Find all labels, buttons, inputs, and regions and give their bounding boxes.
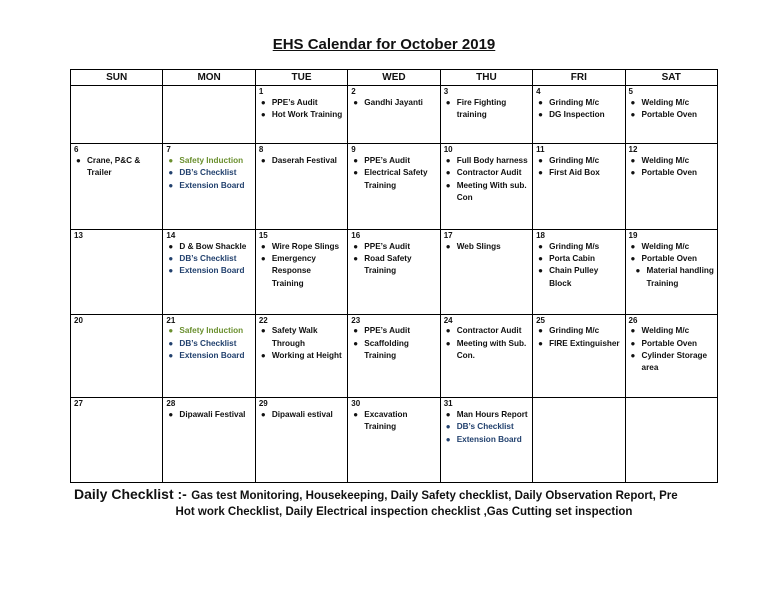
event-item xyxy=(353,409,436,434)
bullet-icon: ● xyxy=(630,338,636,348)
day-number: 25 xyxy=(536,315,546,325)
event-item xyxy=(538,97,621,109)
event-item xyxy=(261,253,344,290)
event-text: Grinding M/c xyxy=(549,156,600,166)
event-text: Porta Cabin xyxy=(549,253,596,263)
event-text: Working at Height xyxy=(271,350,342,360)
day-cell xyxy=(348,230,440,315)
bullet-icon: ● xyxy=(260,109,266,119)
event-text: Portable Oven xyxy=(641,253,698,263)
event-list xyxy=(444,97,529,122)
bullet-icon: ● xyxy=(168,409,174,419)
event-item xyxy=(446,241,529,253)
event-text: Excavation Training xyxy=(364,409,408,432)
event-item xyxy=(353,325,436,337)
bullet-icon: ● xyxy=(538,266,543,276)
event-text: Welding M/c xyxy=(641,97,690,107)
weekday-header: SAT xyxy=(625,70,717,86)
event-text: Road Safety Training xyxy=(364,253,412,276)
event-list xyxy=(351,155,436,192)
event-text: PPE’s Audit xyxy=(271,97,318,107)
event-text: Meeting with Sub. Con. xyxy=(456,338,527,360)
day-number: 19 xyxy=(628,231,638,241)
calendar-table xyxy=(70,69,718,483)
bullet-icon: ● xyxy=(260,326,266,336)
event-item xyxy=(446,180,529,205)
bullet-icon: ● xyxy=(445,338,451,348)
event-item xyxy=(168,325,251,337)
event-text: DB’s Checklist xyxy=(179,253,237,263)
event-text: Portable Oven xyxy=(641,168,698,178)
event-item xyxy=(261,97,344,109)
event-text: Hot Work Training xyxy=(271,109,343,119)
week-row xyxy=(71,144,718,230)
day-cell xyxy=(255,86,347,144)
bullet-icon: ● xyxy=(630,109,636,119)
event-text: Crane, P&C & Trailer xyxy=(87,156,141,178)
week-row xyxy=(71,86,718,144)
event-list xyxy=(259,155,344,167)
bullet-icon: ● xyxy=(353,409,359,419)
event-text: PPE’s Audit xyxy=(364,156,411,166)
event-text: Safety Induction xyxy=(179,156,244,166)
event-list xyxy=(629,241,714,290)
event-text: DG Inspection xyxy=(549,109,605,119)
day-number: 17 xyxy=(443,231,453,241)
event-list xyxy=(536,97,621,122)
event-item xyxy=(631,350,714,375)
weekday-header: MON xyxy=(163,70,255,86)
event-text: Grinding M/c xyxy=(549,97,600,107)
day-number: 14 xyxy=(166,231,176,241)
day-number: 9 xyxy=(351,145,356,155)
event-item xyxy=(538,265,621,290)
event-item xyxy=(631,338,714,350)
bullet-icon: ● xyxy=(353,97,359,107)
week-row xyxy=(71,230,718,315)
event-item xyxy=(168,167,251,179)
bullet-icon: ● xyxy=(445,168,451,178)
bullet-icon: ● xyxy=(76,156,81,166)
bullet-icon: ● xyxy=(353,156,359,166)
bullet-icon: ● xyxy=(635,266,641,276)
bullet-icon: ● xyxy=(168,253,174,263)
bullet-icon: ● xyxy=(168,350,174,360)
event-list xyxy=(259,325,344,362)
bullet-icon: ● xyxy=(630,168,636,178)
day-cell xyxy=(440,314,532,398)
event-item xyxy=(538,109,621,121)
bullet-icon: ● xyxy=(445,180,451,190)
event-list xyxy=(536,325,621,350)
event-text: Gandhi Jayanti xyxy=(364,97,423,107)
event-text: Extension Board xyxy=(456,434,522,444)
event-item xyxy=(261,350,344,362)
event-item xyxy=(446,338,529,363)
event-text: Welding M/c xyxy=(641,326,690,336)
day-number: 26 xyxy=(628,315,638,325)
bullet-icon: ● xyxy=(168,266,174,276)
daily-checklist xyxy=(74,486,734,518)
day-number: 20 xyxy=(74,315,83,325)
event-item xyxy=(446,421,529,433)
event-text: FIRE Extinguisher xyxy=(549,338,620,348)
bullet-icon: ● xyxy=(538,109,543,119)
bullet-icon: ● xyxy=(538,338,543,348)
event-text: Electrical Safety Training xyxy=(364,168,428,190)
event-list xyxy=(259,97,344,122)
event-item xyxy=(261,241,344,253)
event-text: Dipawali Festival xyxy=(179,409,246,419)
event-list xyxy=(351,97,436,109)
event-text: Material handling Training xyxy=(646,266,714,288)
event-item xyxy=(261,109,344,121)
day-cell xyxy=(348,144,440,230)
day-number: 21 xyxy=(166,315,176,325)
day-cell xyxy=(71,398,163,483)
bullet-icon: ● xyxy=(630,350,636,360)
event-text: DB’s Checklist xyxy=(456,422,514,432)
event-text: Chain Pulley Block xyxy=(549,266,599,288)
bullet-icon: ● xyxy=(445,156,451,166)
event-item xyxy=(353,253,436,278)
bullet-icon: ● xyxy=(353,338,359,348)
bullet-icon: ● xyxy=(353,253,359,263)
day-number: 31 xyxy=(443,399,453,409)
event-text: Welding M/c xyxy=(641,241,690,251)
event-text: Full Body harness xyxy=(456,156,528,166)
event-item xyxy=(168,265,251,277)
weekday-header-row xyxy=(71,70,718,86)
day-cell xyxy=(163,230,255,315)
day-cell xyxy=(625,144,717,230)
event-item xyxy=(631,325,714,337)
event-item xyxy=(446,155,529,167)
event-text: Cylinder Storage area xyxy=(641,350,708,373)
day-cell xyxy=(348,86,440,144)
day-cell xyxy=(625,314,717,398)
day-cell xyxy=(440,398,532,483)
weekday-header: SUN xyxy=(71,70,163,86)
event-item xyxy=(631,155,714,167)
event-item xyxy=(261,409,344,421)
event-item xyxy=(446,97,529,122)
event-item xyxy=(631,265,714,290)
week-row xyxy=(71,314,718,398)
bullet-icon: ● xyxy=(260,253,266,263)
event-list xyxy=(444,409,529,446)
event-item xyxy=(168,350,251,362)
event-text: Extension Board xyxy=(179,350,245,360)
event-text: Portable Oven xyxy=(641,109,698,119)
bullet-icon: ● xyxy=(168,326,174,336)
event-text: Web Slings xyxy=(456,241,501,251)
day-number: 24 xyxy=(443,315,453,325)
event-text: Scaffolding Training xyxy=(364,338,409,360)
bullet-icon: ● xyxy=(445,97,451,107)
event-item xyxy=(168,180,251,192)
bullet-icon: ● xyxy=(445,241,451,251)
bullet-icon: ● xyxy=(260,156,266,166)
day-number: 27 xyxy=(74,399,83,409)
event-list xyxy=(259,241,344,290)
day-number: 23 xyxy=(351,315,361,325)
event-list xyxy=(536,241,621,290)
day-cell xyxy=(255,230,347,315)
day-cell xyxy=(348,314,440,398)
bullet-icon: ● xyxy=(260,350,266,360)
day-cell xyxy=(533,144,625,230)
day-number: 1 xyxy=(258,87,264,96)
day-number: 18 xyxy=(536,231,546,241)
event-list xyxy=(166,241,251,278)
event-item xyxy=(538,241,621,253)
event-text: DB’s Checklist xyxy=(179,168,237,178)
event-item xyxy=(446,409,529,421)
day-number: 28 xyxy=(166,399,176,409)
event-text: PPE’s Audit xyxy=(364,241,411,251)
day-cell xyxy=(533,314,625,398)
event-item xyxy=(168,155,251,167)
event-text: Safety Walk Through xyxy=(271,326,318,348)
event-text: PPE’s Audit xyxy=(364,326,411,336)
day-cell xyxy=(533,86,625,144)
event-item xyxy=(631,241,714,253)
calendar-body xyxy=(71,86,718,483)
event-item xyxy=(168,253,251,265)
bullet-icon: ● xyxy=(260,241,266,251)
event-text: Grinding M/s xyxy=(549,241,600,251)
event-text: Extension Board xyxy=(179,180,245,190)
event-item xyxy=(446,434,529,446)
event-item xyxy=(446,167,529,179)
bullet-icon: ● xyxy=(538,168,543,178)
weekday-header: THU xyxy=(440,70,532,86)
bullet-icon: ● xyxy=(353,168,359,178)
event-list xyxy=(444,325,529,362)
day-cell xyxy=(163,314,255,398)
event-text: Daserah Festival xyxy=(271,156,337,166)
bullet-icon: ● xyxy=(168,156,174,166)
week-row xyxy=(71,398,718,483)
event-item xyxy=(168,241,251,253)
event-list xyxy=(351,409,436,434)
bullet-icon: ● xyxy=(353,241,359,251)
event-item xyxy=(631,109,714,121)
event-item xyxy=(353,241,436,253)
event-item xyxy=(446,325,529,337)
bullet-icon: ● xyxy=(168,338,174,348)
event-list xyxy=(74,155,159,180)
day-cell xyxy=(71,144,163,230)
bullet-icon: ● xyxy=(630,326,636,336)
event-text: Contractor Audit xyxy=(456,326,522,336)
bullet-icon: ● xyxy=(445,326,451,336)
daily-checklist-text-line1: Gas test Monitoring, Housekeeping, Daily Safety checklist, Daily Observation Report, Pre xyxy=(191,490,678,502)
event-item xyxy=(353,338,436,363)
day-number: 13 xyxy=(74,231,83,241)
daily-checklist-text-line2: Hot work Checklist, Daily Electrical inspection checklist ,Gas Cutting set inspection xyxy=(175,506,633,518)
day-number: 29 xyxy=(258,399,268,409)
event-text: Man Hours Report xyxy=(456,409,528,419)
day-cell xyxy=(163,86,255,144)
bullet-icon: ● xyxy=(445,422,451,432)
event-item xyxy=(76,155,159,180)
day-cell xyxy=(440,230,532,315)
day-number: 5 xyxy=(628,87,633,96)
day-cell xyxy=(255,398,347,483)
bullet-icon: ● xyxy=(168,241,174,251)
event-text: Grinding M/c xyxy=(549,326,600,336)
day-cell xyxy=(71,230,163,315)
bullet-icon: ● xyxy=(353,326,359,336)
event-item xyxy=(631,253,714,265)
event-list xyxy=(629,325,714,374)
bullet-icon: ● xyxy=(168,180,174,190)
event-list xyxy=(259,409,344,421)
event-list xyxy=(536,155,621,180)
day-cell xyxy=(71,86,163,144)
event-list xyxy=(629,97,714,122)
day-number: 22 xyxy=(258,315,268,325)
day-cell xyxy=(625,86,717,144)
bullet-icon: ● xyxy=(630,241,636,251)
bullet-icon: ● xyxy=(260,409,266,419)
event-list xyxy=(166,155,251,192)
event-item xyxy=(538,325,621,337)
event-item xyxy=(261,325,344,350)
event-item xyxy=(353,155,436,167)
day-number: 16 xyxy=(351,231,361,241)
event-text: Safety Induction xyxy=(179,326,244,336)
bullet-icon: ● xyxy=(538,97,543,107)
event-list xyxy=(444,155,529,204)
event-item xyxy=(168,338,251,350)
event-item xyxy=(538,155,621,167)
bullet-icon: ● xyxy=(538,326,543,336)
day-cell xyxy=(255,144,347,230)
day-number: 12 xyxy=(628,145,638,155)
event-item xyxy=(631,167,714,179)
event-text: DB’s Checklist xyxy=(179,338,237,348)
daily-checklist-label: Daily Checklist :- xyxy=(74,486,187,502)
event-text: D & Bow Shackle xyxy=(179,241,247,251)
bullet-icon: ● xyxy=(630,253,636,263)
event-text: Emergency Response Training xyxy=(271,253,316,288)
event-text: Extension Board xyxy=(179,266,245,276)
day-number: 4 xyxy=(536,87,541,96)
event-list xyxy=(166,409,251,421)
event-text: Dipawali estival xyxy=(271,409,333,419)
event-item xyxy=(261,155,344,167)
page-title: EHS Calendar for October 2019 xyxy=(272,36,496,53)
bullet-icon: ● xyxy=(168,168,174,178)
bullet-icon: ● xyxy=(445,434,451,444)
bullet-icon: ● xyxy=(630,156,636,166)
day-number: 6 xyxy=(74,145,79,155)
event-list xyxy=(351,325,436,362)
day-number: 7 xyxy=(166,145,171,155)
day-number: 3 xyxy=(443,87,449,96)
event-text: First Aid Box xyxy=(549,168,600,178)
day-cell xyxy=(533,398,625,483)
weekday-header: TUE xyxy=(255,70,347,86)
event-list xyxy=(351,241,436,278)
day-number: 10 xyxy=(443,145,453,155)
event-item xyxy=(168,409,251,421)
event-text: Portable Oven xyxy=(641,338,698,348)
event-list xyxy=(166,325,251,362)
event-item xyxy=(353,167,436,192)
bullet-icon: ● xyxy=(538,241,543,251)
day-cell xyxy=(625,398,717,483)
bullet-icon: ● xyxy=(538,253,543,263)
day-cell xyxy=(533,230,625,315)
day-cell xyxy=(348,398,440,483)
day-number: 30 xyxy=(351,399,361,409)
day-cell xyxy=(255,314,347,398)
bullet-icon: ● xyxy=(260,97,266,107)
event-text: Contractor Audit xyxy=(456,168,522,178)
event-item xyxy=(538,167,621,179)
event-item xyxy=(631,97,714,109)
day-cell xyxy=(440,144,532,230)
day-cell xyxy=(625,230,717,315)
day-cell xyxy=(440,86,532,144)
day-cell xyxy=(71,314,163,398)
day-cell xyxy=(163,144,255,230)
day-number: 8 xyxy=(258,145,264,155)
weekday-header: FRI xyxy=(533,70,625,86)
event-list xyxy=(444,241,529,253)
weekday-header: WED xyxy=(348,70,440,86)
event-item xyxy=(538,253,621,265)
event-text: Wire Rope Slings xyxy=(271,241,340,251)
bullet-icon: ● xyxy=(630,97,636,107)
event-text: Fire Fighting training xyxy=(456,97,507,119)
event-text: Meeting With sub. Con xyxy=(456,180,527,202)
day-number: 2 xyxy=(351,87,356,96)
event-item xyxy=(353,97,436,109)
day-cell xyxy=(163,398,255,483)
event-item xyxy=(538,338,621,350)
day-number: 15 xyxy=(258,231,268,241)
bullet-icon: ● xyxy=(445,409,451,419)
bullet-icon: ● xyxy=(538,156,543,166)
day-number: 11 xyxy=(536,145,545,155)
event-list xyxy=(629,155,714,180)
event-text: Welding M/c xyxy=(641,156,690,166)
